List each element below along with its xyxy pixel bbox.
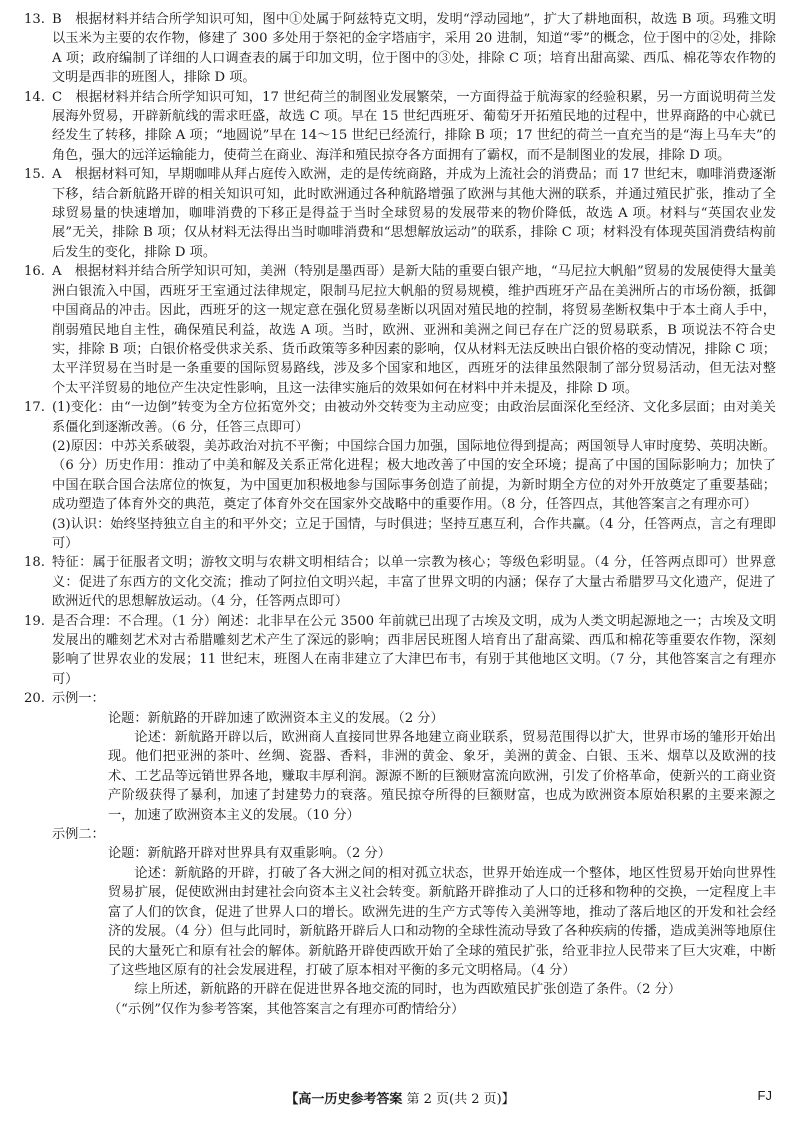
footer-label: 【高一历史参考答案: [285, 1092, 403, 1107]
answer-document: [24, 10, 776, 1019]
question-number: 15.: [24, 167, 45, 183]
answer-text: A 根据材料可知，早期咖啡从拜占庭传入欧洲，走的是传统商路，并成为上流社会的消费品；而 17 世纪末，咖啡消费逐渐下移，结合新航路开辟的相关知识可知，此时欧洲通过各种航路增强了欧洲与其他大洲的联系，并通过殖民扩张，推动了全球贸易量的快速增加，咖啡消费的下移正是得益于当时全球贸易的发展带来的物价降低，故选 A 项。材料与“英国农业发展”无关，排除 B 项；仅从材料无法得出当时咖啡消费和“思想解放运动”的联系，排除 C 项；材料没有体现英国消费结构前后发生的变化，排除 D 项。: [52, 167, 776, 260]
question-number: 18.: [24, 555, 45, 571]
question-number: 17.: [24, 400, 45, 416]
question-number: 16.: [24, 264, 45, 280]
answer-17-part-1: (1)变化：由“一边倒”转变为全方位拓宽外交；由被动外交转变为主动应变；由政治层面深化至经济、文化多层面；由对美关系僵化到逐渐改善。（6 分，任答三点即可）: [52, 400, 776, 435]
page-footer: [0, 1088, 800, 1107]
example-1-body: 论述：新航路开辟以后，欧洲商人直接同世界各地建立商业联系，贸易范围得以扩大，世界市场的雏形开始出现。他们把亚洲的茶叶、丝绸、瓷器、香料，非洲的黄金、象牙，美洲的黄金、白银、玉米、烟草以及欧洲的技术、工艺品等远销世界各地，赚取丰厚利润。源源不断的巨额财富流向欧洲，引发了价格革命，使新兴的工商业资产阶级获得了暴利，加速了封建势力的衰落。殖民掠夺所得的巨额财富，也成为欧洲资本原始积累的主要来源之一，加速了欧洲资本主义的发展。（10 分）: [108, 730, 776, 823]
example-2-claim: 论题：新航路开辟对世界具有双重影响。（2 分）: [108, 846, 391, 862]
example-1-label: 示例一：: [52, 691, 105, 707]
answer-17-part-3: (3)认识：始终坚持独立自主的和平外交；立足于国情，与时俱进；坚持互惠互利，合作共赢。（4 分，任答两点，言之有理即可）: [52, 516, 776, 551]
scoring-note: （“示例”仅作为参考答案，其他答案言之有理亦可酌情给分）: [108, 1001, 465, 1017]
example-2-summary: 综上所述，新航路的开辟在促进世界各地交流的同时，也为西欧殖民扩张创造了条件。（2 分）: [134, 982, 682, 998]
answer-text: A 根据材料并结合所学知识可知，美洲（特别是墨西哥）是新大陆的重要白银产地，“马尼拉大帆船”贸易的发展使得大量美洲白银流入中国，西班牙王室通过法律规定，限制马尼拉大帆船的贸易规模，维护西班牙产品在美洲所占的市场份额，抵御中国商品的冲击。因此，西班牙的这一规定意在强化贸易垄断以巩固对殖民地的控制，将贸易垄断权集中于本土商人手中，削弱殖民地自主性，确保殖民利益，故选 A 项。当时，欧洲、亚洲和美洲之间已存在广泛的贸易联系，B 项说法不符合史实，排除 B 项；白银价格受供求关系、货币政策等多种因素的影响，仅从材料无法反映出白银价格的变动情况，排除 C 项；太平洋贸易在当时是一条重要的国际贸易路线，涉及多个国家和地区，西班牙的法律虽然限制了部分贸易活动，但无法对整个太平洋贸易的地位产生决定性影响，且这一法律实施后的效果如何在材料中并未提及，排除 D 项。: [52, 264, 776, 396]
answer-14: [24, 88, 776, 166]
answer-20: [24, 689, 776, 1019]
question-number: 13.: [24, 12, 45, 27]
answer-19: [24, 612, 776, 690]
answer-text: C 根据材料并结合所学知识可知，17 世纪荷兰的制图业发展繁荣，一方面得益于航海家的经验积累，另一方面说明荷兰发展海外贸易，开辟新航线的需求旺盛，故选 C 项。早在 15 世纪西班牙、葡萄牙开拓殖民地的过程中，世界商路的中心就已经发生了转移，排除 A 项；“地圆说”早在 14～15 世纪已经流行，排除 B 项；17 世纪的荷兰一直充当的是“海上马车夫”的角色，强大的远洋运输能力，使荷兰在商业、海洋和殖民掠夺各方面拥有了霸权，而不是制图业的发展，排除 D 项。: [52, 89, 776, 163]
example-2-label: 示例二：: [52, 827, 105, 843]
answer-16: [24, 262, 776, 398]
answer-17-part-2: (2)原因：中苏关系破裂，美苏政治对抗不平衡；中国综合国力加强，国际地位得到提高；两国领导人审时度势、英明决断。（6 分）历史作用：推动了中美和解及关系正常化进程；极大地改善了中国的安全环境；提高了中国的国际影响力；加快了中国在联合国合法席位的恢复，为中国更加积极地参与国际事务创造了前提，为新时期全方位的对外开放奠定了重要基础；成功塑造了体育外交的典范，奠定了体育外交在国家外交战略中的重要作用。（8 分，任答四点，其他答案言之有理亦可）: [52, 438, 776, 513]
question-number: 14.: [24, 89, 45, 105]
answer-15: [24, 165, 776, 262]
example-2-body: 论述：新航路的开辟，打破了各大洲之间的相对孤立状态，世界开始连成一个整体，地区性贸易开始向世界性贸易扩展，促使欧洲由封建社会向资本主义社会转变。新航路开辟推动了人口的迁移和物种的交换，一定程度上丰富了人们的饮食，促进了世界人口的增长。欧洲先进的生产方式等传入美洲等地，推动了落后地区的开发和社会经济的发展。（4 分）但与此同时，新航路开辟后人口和动物的全球性流动导致了各种疾病的传播，造成美洲等地原住民的大量死亡和原有社会的解体。新航路开辟使西欧开始了全球的殖民扩张，给亚非拉人民带来了巨大灾难，中断了这些地区原有的社会发展进程，打破了原本相对平衡的多元文明格局。（4 分）: [108, 865, 776, 978]
footer-page-number: 第 2 页(共 2 页)】: [406, 1092, 515, 1107]
answer-text: 特征：属于征服者文明；游牧文明与农耕文明相结合；以单一宗教为核心；等级色彩明显。（4 分，任答两点即可）世界意义：促进了东西方的文化交流；推动了阿拉伯文明兴起，丰富了世界文明的内涵；保存了大量古希腊罗马文化遗产，促进了欧洲近代的思想解放运动。（4 分，任答两点即可）: [52, 555, 776, 610]
answer-13: [24, 10, 776, 88]
answer-18: [24, 553, 776, 611]
question-number: 20.: [24, 691, 45, 707]
answer-text: 是否合理：不合理。（1 分）阐述：北非早在公元 3500 年前就已出现了古埃及文明，成为人类文明起源地之一；古埃及文明发展出的雕刻艺术对古希腊雕刻艺术产生了深远的影响；西非居民班图人培育出了甜高粱、西瓜和棉花等重要农作物，深刻影响了世界农业的发展；11 世纪末，班图人在南非建立了大津巴布韦，有别于其他地区文明。（7 分，其他答案言之有理亦可）: [52, 613, 776, 687]
example-1-claim: 论题：新航路的开辟加速了欧洲资本主义的发展。（2 分）: [108, 710, 444, 726]
footer-code: FJ: [757, 1088, 772, 1103]
answer-text: B 根据材料并结合所学知识可知，图中①处属于阿兹特克文明，发明“浮动园地”，扩大了耕地面积，故选 B 项。玛雅文明以玉米为主要的农作物，修建了 300 多处用于祭祀的金字塔庙宇，采用 20 进制，知道“零”的概念，位于图中的②处，排除 A 项；政府编制了详细的人口调查表的属于印加文明，位于图中的③处，排除 C 项；培育出甜高粱、西瓜、棉花等农作物的文明是西非的班图人，排除 D 项。: [52, 12, 776, 86]
answer-17: [24, 398, 776, 553]
question-number: 19.: [24, 613, 45, 629]
